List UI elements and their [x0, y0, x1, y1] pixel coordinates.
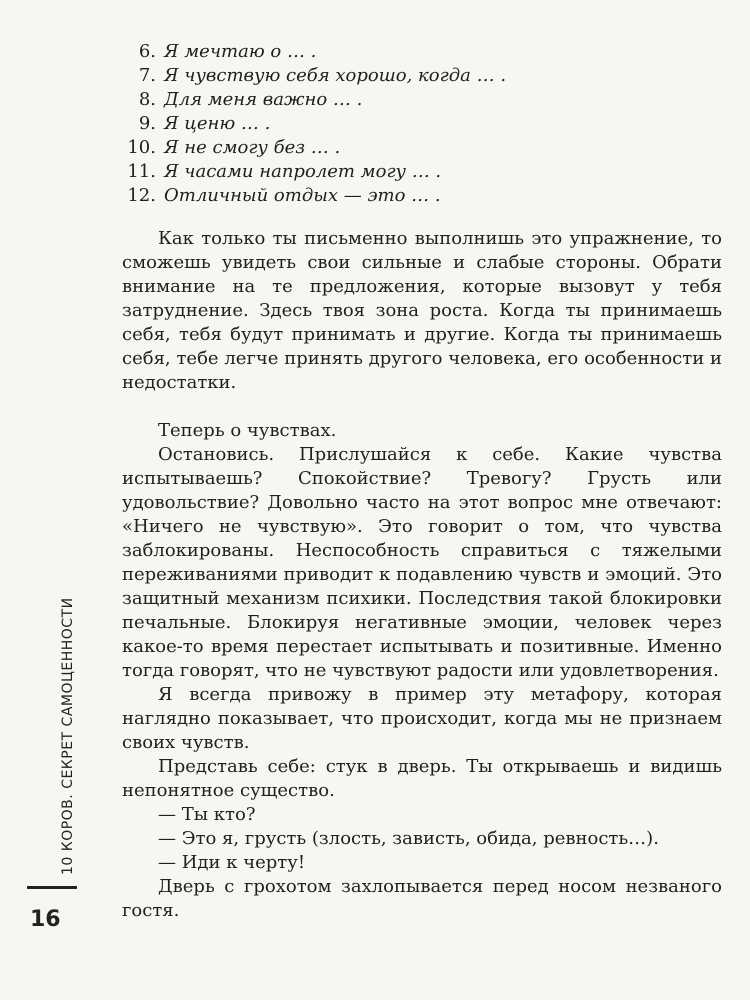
list-item-number: 10. [127, 137, 156, 158]
list-item-text: Для меня важно … . [164, 89, 363, 110]
list-item [122, 136, 506, 160]
paragraph: Представь себе: стук в дверь. Ты открываешь и видишь непонятное существо. [122, 756, 722, 801]
paragraph: Как только ты письменно выполнишь это упражнение, то сможешь увидеть свои сильные и слабые стороны. Обрати внимание на те предложения, которые вызовут у тебя затруднение. Здесь твоя зона роста. Когда ты принимаешь себя, тебя будут принимать и другие. Когда ты принимаешь себя, тебе легче принять другого человека, его особенности и недостатки. [122, 228, 722, 393]
page-number: 16 [30, 907, 61, 932]
body-text [122, 227, 722, 923]
list-item-text: Я ценю … . [164, 113, 271, 134]
list-item [122, 184, 506, 208]
dialogue-line: — Иди к черту! [158, 852, 306, 873]
paragraph: Теперь о чувствах. [158, 420, 337, 441]
list-item-text: Отличный отдых — это … . [164, 185, 441, 206]
dialogue-line: — Ты кто? [158, 804, 256, 825]
paragraph: Остановись. Прислушайся к себе. Какие чувства испытываешь? Спокойствие? Тревогу? Грусть или удовольствие? Довольно часто на этот вопрос мне отвечают: «Ничего не чувствую». Это говорит о том, что чувства заблокированы. Неспособность справиться с тяжелыми переживаниями приводит к подавлению чувств и эмоций. Это защитный механизм психики. Последствия такой блокировки печальные. Блокируя негативные эмоции, человек через какое-то время перестает испытывать и позитивные. Именно тогда говорят, что не чувствуют радости или удовлетворения. [122, 444, 722, 681]
list-item-number: 12. [127, 185, 156, 206]
dialogue-line: — Это я, грусть (злость, зависть, обида, ревность…). [158, 828, 659, 849]
list-item-text: Я не смогу без … . [164, 137, 341, 158]
list-item-number: 9. [138, 113, 156, 134]
list-item-number: 8. [138, 89, 156, 110]
list-item [122, 112, 506, 136]
list-item-text: Я часами напролет могу … . [164, 161, 442, 182]
list-item [122, 160, 506, 184]
list-item-number: 6. [138, 41, 156, 62]
list-item-number: 7. [138, 65, 156, 86]
list-item-text: Я мечтаю о … . [164, 41, 317, 62]
paragraph: Дверь с грохотом захлопывается перед носом незваного гостя. [122, 876, 722, 921]
divider-rule [27, 886, 77, 889]
list-item-text: Я чувствую себя хорошо, когда … . [164, 65, 507, 86]
list-item [122, 64, 506, 88]
list-item-number: 11. [127, 161, 156, 182]
numbered-list [122, 40, 506, 208]
running-title: 10 КОРОВ. СЕКРЕТ САМОЦЕННОСТИ [60, 597, 76, 875]
paragraph: Я всегда привожу в пример эту метафору, которая наглядно показывает, что происходит, когда мы не признаем своих чувств. [122, 684, 722, 753]
list-item [122, 88, 506, 112]
list-item [122, 40, 506, 64]
